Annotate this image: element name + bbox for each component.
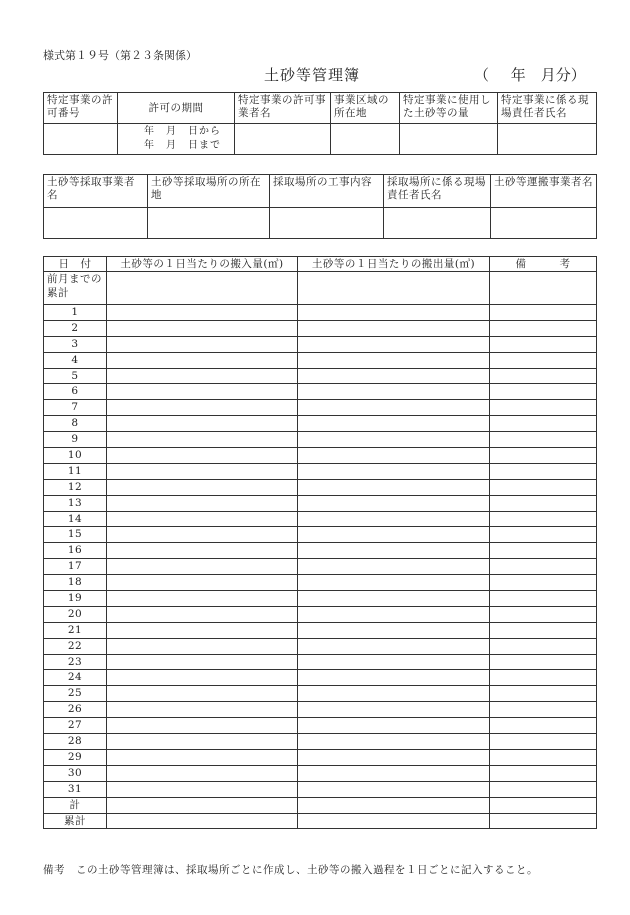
inflow-cell[interactable] [107, 305, 298, 321]
outflow-cell[interactable] [298, 591, 490, 607]
inflow-cell[interactable] [107, 368, 298, 384]
day-label: 7 [44, 400, 107, 416]
page-title: 土砂等管理簿 [264, 66, 361, 84]
table-row [44, 384, 597, 400]
remarks-cell[interactable] [490, 320, 597, 336]
remarks-cell[interactable] [490, 718, 597, 734]
day-label: 21 [44, 622, 107, 638]
outflow-cell[interactable] [298, 670, 490, 686]
outflow-cell[interactable] [298, 559, 490, 575]
remarks-cell[interactable] [490, 781, 597, 797]
table-row [44, 511, 597, 527]
day-label: 1 [44, 305, 107, 321]
day-label: 計 [44, 797, 107, 813]
table-row [44, 432, 597, 448]
remarks-cell[interactable] [490, 813, 597, 829]
permit-period-cell[interactable] [118, 124, 235, 155]
table-row [44, 622, 597, 638]
inflow-cell[interactable] [107, 781, 298, 797]
inflow-cell[interactable] [107, 527, 298, 543]
inflow-header: 土砂等の１日当たりの搬入量(㎥) [107, 257, 298, 272]
inflow-cell[interactable] [107, 702, 298, 718]
table-row [44, 734, 597, 750]
permit-holder-cell[interactable] [235, 124, 331, 155]
date-to: 年 月 日まで [144, 140, 221, 151]
inflow-cell[interactable] [107, 797, 298, 813]
day-label: 13 [44, 495, 107, 511]
period-field: （ 年 月分） [474, 66, 586, 84]
outflow-cell[interactable] [298, 638, 490, 654]
extractor-name-header: 土砂等採取事業者名 [44, 175, 148, 208]
remarks-cell[interactable] [490, 400, 597, 416]
inflow-cell[interactable] [107, 686, 298, 702]
remarks-cell[interactable] [490, 336, 597, 352]
soil-used-cell[interactable] [400, 124, 498, 155]
outflow-cell[interactable] [298, 543, 490, 559]
day-label: 27 [44, 718, 107, 734]
remarks-header: 備 考 [490, 257, 597, 272]
table-row [44, 463, 597, 479]
outflow-cell[interactable] [298, 749, 490, 765]
day-label: 10 [44, 448, 107, 464]
table-row [44, 686, 597, 702]
day-label: 29 [44, 749, 107, 765]
outflow-cell[interactable] [298, 384, 490, 400]
remarks-cell[interactable] [490, 702, 597, 718]
footnote: 備考 この土砂等管理簿は、採取場所ごとに作成し、土砂等の搬入過程を１日ごとに記入すること。 [43, 864, 538, 876]
remarks-cell[interactable] [490, 432, 597, 448]
permit-period-header: 許可の期間 [118, 93, 235, 124]
transporter-name-header: 土砂等運搬事業者名 [491, 175, 597, 208]
outflow-cell[interactable] [298, 734, 490, 750]
inflow-cell[interactable] [107, 575, 298, 591]
date-header: 日 付 [44, 257, 107, 272]
day-label: 30 [44, 765, 107, 781]
extraction-manager-cell[interactable] [384, 208, 491, 239]
day-label: 23 [44, 654, 107, 670]
inflow-cell[interactable] [107, 384, 298, 400]
remarks-cell[interactable] [490, 305, 597, 321]
permit-holder-header: 特定事業の許可事業者名 [235, 93, 331, 124]
day-label: 4 [44, 352, 107, 368]
remarks-cell[interactable] [490, 527, 597, 543]
day-label: 6 [44, 384, 107, 400]
work-content-cell[interactable] [270, 208, 384, 239]
table-row [44, 575, 597, 591]
inflow-cell[interactable] [107, 765, 298, 781]
outflow-cell[interactable] [298, 781, 490, 797]
table-row [44, 702, 597, 718]
table-row [44, 416, 597, 432]
outflow-cell[interactable] [298, 765, 490, 781]
table-row [44, 670, 597, 686]
outflow-cell[interactable] [298, 463, 490, 479]
outflow-cell[interactable] [298, 718, 490, 734]
outflow-cell[interactable] [298, 432, 490, 448]
remarks-cell[interactable] [490, 495, 597, 511]
work-content-header: 採取場所の工事内容 [270, 175, 384, 208]
form-number: 様式第１９号（第２３条関係） [43, 49, 197, 62]
outflow-cell[interactable] [298, 368, 490, 384]
table-row [44, 368, 597, 384]
table-row [44, 559, 597, 575]
day-label: 15 [44, 527, 107, 543]
inflow-cell[interactable] [107, 495, 298, 511]
remarks-cell[interactable] [490, 384, 597, 400]
outflow-cell[interactable] [298, 272, 490, 305]
inflow-cell[interactable] [107, 543, 298, 559]
remarks-cell[interactable] [490, 575, 597, 591]
remarks-cell[interactable] [490, 543, 597, 559]
table-row [44, 591, 597, 607]
inflow-cell[interactable] [107, 463, 298, 479]
transporter-name-cell[interactable] [491, 208, 597, 239]
remarks-cell[interactable] [490, 463, 597, 479]
inflow-cell[interactable] [107, 400, 298, 416]
day-label: 5 [44, 368, 107, 384]
outflow-cell[interactable] [298, 305, 490, 321]
remarks-cell[interactable] [490, 797, 597, 813]
remarks-cell[interactable] [490, 654, 597, 670]
remarks-cell[interactable] [490, 622, 597, 638]
outflow-cell[interactable] [298, 479, 490, 495]
inflow-cell[interactable] [107, 622, 298, 638]
date-from: 年 月 日から [144, 126, 221, 137]
table-row [44, 765, 597, 781]
business-location-header: 事業区域の所在地 [331, 93, 400, 124]
remarks-cell[interactable] [490, 511, 597, 527]
outflow-cell[interactable] [298, 352, 490, 368]
remarks-cell[interactable] [490, 352, 597, 368]
outflow-cell[interactable] [298, 686, 490, 702]
inflow-cell[interactable] [107, 416, 298, 432]
day-label: 26 [44, 702, 107, 718]
day-label: 24 [44, 670, 107, 686]
day-label: 11 [44, 463, 107, 479]
remarks-cell[interactable] [490, 479, 597, 495]
outflow-cell[interactable] [298, 575, 490, 591]
remarks-cell[interactable] [490, 416, 597, 432]
remarks-cell[interactable] [490, 606, 597, 622]
inflow-cell[interactable] [107, 734, 298, 750]
day-label: 累計 [44, 813, 107, 829]
remarks-cell[interactable] [490, 686, 597, 702]
day-label: 28 [44, 734, 107, 750]
inflow-cell[interactable] [107, 638, 298, 654]
day-label: 17 [44, 559, 107, 575]
outflow-cell[interactable] [298, 320, 490, 336]
business-location-cell[interactable] [331, 124, 400, 155]
remarks-cell[interactable] [490, 591, 597, 607]
inflow-cell[interactable] [107, 606, 298, 622]
outflow-header: 土砂等の１日当たりの搬出量(㎥) [298, 257, 490, 272]
table-row [44, 813, 597, 829]
day-label: 22 [44, 638, 107, 654]
extraction-location-cell[interactable] [148, 208, 270, 239]
remarks-cell[interactable] [490, 368, 597, 384]
table-row [44, 718, 597, 734]
table-row [44, 336, 597, 352]
outflow-cell[interactable] [298, 654, 490, 670]
extraction-location-header: 土砂等採取場所の所在地 [148, 175, 270, 208]
outflow-cell[interactable] [298, 797, 490, 813]
day-label: 2 [44, 320, 107, 336]
table-row [44, 781, 597, 797]
inflow-cell[interactable] [107, 272, 298, 305]
inflow-cell[interactable] [107, 432, 298, 448]
inflow-cell[interactable] [107, 670, 298, 686]
table-row [44, 495, 597, 511]
inflow-cell[interactable] [107, 749, 298, 765]
site-manager-cell[interactable] [498, 124, 597, 155]
inflow-cell[interactable] [107, 511, 298, 527]
table-row [44, 543, 597, 559]
inflow-cell[interactable] [107, 479, 298, 495]
inflow-cell[interactable] [107, 352, 298, 368]
outflow-cell[interactable] [298, 702, 490, 718]
day-label: 19 [44, 591, 107, 607]
soil-used-header: 特定事業に使用した土砂等の量 [400, 93, 498, 124]
remarks-cell[interactable] [490, 272, 597, 305]
table-row [44, 638, 597, 654]
day-label: 14 [44, 511, 107, 527]
inflow-cell[interactable] [107, 559, 298, 575]
table-row [44, 352, 597, 368]
outflow-cell[interactable] [298, 495, 490, 511]
day-label: 8 [44, 416, 107, 432]
table-row [44, 400, 597, 416]
daily-table [43, 256, 597, 829]
day-label: 9 [44, 432, 107, 448]
remarks-cell[interactable] [490, 559, 597, 575]
day-label: 20 [44, 606, 107, 622]
site-manager-header: 特定事業に係る現場責任者氏名 [498, 93, 597, 124]
table-row [44, 320, 597, 336]
remarks-cell[interactable] [490, 749, 597, 765]
extraction-manager-header: 採取場所に係る現場責任者氏名 [384, 175, 491, 208]
table-row [44, 527, 597, 543]
outflow-cell[interactable] [298, 622, 490, 638]
table-row [44, 654, 597, 670]
inflow-cell[interactable] [107, 654, 298, 670]
permit-number-cell[interactable] [44, 124, 118, 155]
remarks-cell[interactable] [490, 638, 597, 654]
outflow-cell[interactable] [298, 400, 490, 416]
inflow-cell[interactable] [107, 448, 298, 464]
table-row [44, 448, 597, 464]
remarks-cell[interactable] [490, 670, 597, 686]
source-table [43, 174, 597, 239]
table-row [44, 479, 597, 495]
remarks-cell[interactable] [490, 765, 597, 781]
inflow-cell[interactable] [107, 336, 298, 352]
table-row [44, 749, 597, 765]
table-row [44, 305, 597, 321]
day-label: 16 [44, 543, 107, 559]
remarks-cell[interactable] [490, 448, 597, 464]
outflow-cell[interactable] [298, 813, 490, 829]
previous-month-label: 前月までの累計 [44, 272, 107, 305]
permit-table [43, 92, 597, 155]
inflow-cell[interactable] [107, 320, 298, 336]
inflow-cell[interactable] [107, 591, 298, 607]
remarks-cell[interactable] [490, 734, 597, 750]
inflow-cell[interactable] [107, 718, 298, 734]
day-label: 3 [44, 336, 107, 352]
outflow-cell[interactable] [298, 336, 490, 352]
day-label: 31 [44, 781, 107, 797]
day-label: 25 [44, 686, 107, 702]
day-label: 18 [44, 575, 107, 591]
outflow-cell[interactable] [298, 511, 490, 527]
outflow-cell[interactable] [298, 527, 490, 543]
outflow-cell[interactable] [298, 606, 490, 622]
day-label: 12 [44, 479, 107, 495]
extractor-name-cell[interactable] [44, 208, 148, 239]
outflow-cell[interactable] [298, 416, 490, 432]
outflow-cell[interactable] [298, 448, 490, 464]
table-row [44, 797, 597, 813]
permit-number-header: 特定事業の許可番号 [44, 93, 118, 124]
inflow-cell[interactable] [107, 813, 298, 829]
table-row [44, 606, 597, 622]
